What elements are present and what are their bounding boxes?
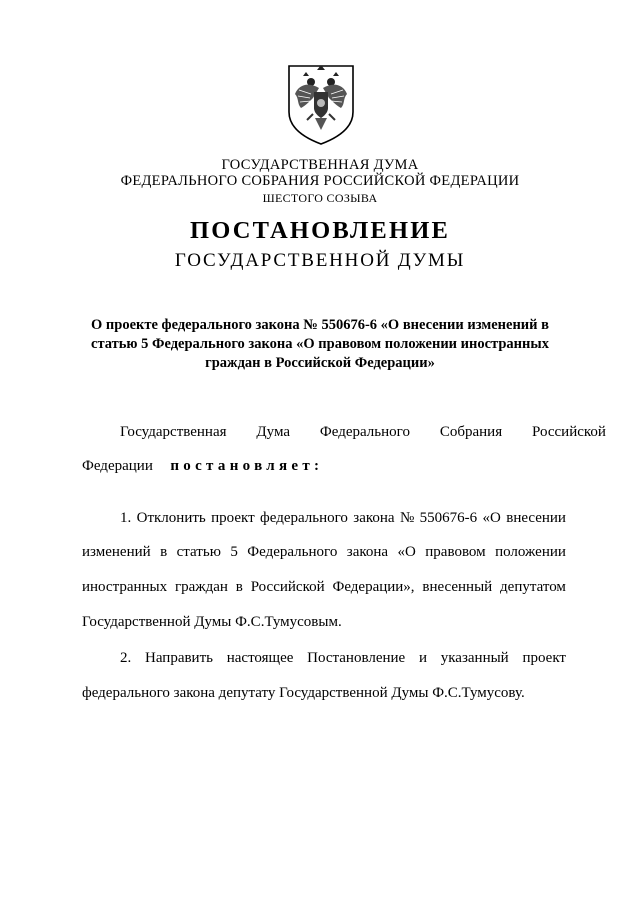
item2-line-1 [82,649,566,667]
preamble-word: Дума [256,424,291,440]
item1-word: депутатом [500,579,566,595]
item1-word: изменений [82,544,151,560]
subject-line-3: граждан в Российской Федерации» [205,355,435,371]
subject-line-1: О проекте федерального закона № 550676-6 «О внесении изменений в [91,317,549,333]
item1-word: Федерального [247,544,338,560]
item1-word: иностранных [82,579,168,595]
item2-word: проект [522,650,566,666]
coat-of-arms-emblem [283,60,359,146]
preamble-word: Федерального [319,424,410,440]
preamble-line-1 [82,423,606,441]
header-line-3: ШЕСТОГО СОЗЫВА [262,191,378,205]
item1-word: положении [495,544,566,560]
item2-word: Постановление [307,650,406,666]
item1-line-4: Государственной Думы Ф.С.Тумусовым. [82,614,342,630]
item2-word: и [418,650,427,666]
header-line-1: ГОСУДАРСТВЕННАЯ ДУМА [221,157,419,173]
item1-word: закона [346,544,389,560]
item2-line-2: федерального закона депутату Государственной Думы Ф.С.Тумусову. [82,685,525,701]
item1-word: в [235,579,243,595]
item2-word: указанный [440,650,509,666]
preamble-word: Российской [532,424,606,440]
preamble-line-2-start: Федерации [82,458,153,474]
item1-word: правовом [425,544,486,560]
item1-word: в [160,544,168,560]
document-title: ПОСТАНОВЛЕНИЕ [189,217,451,244]
item1-word: 1. [120,510,132,526]
item1-word: статью [176,544,221,560]
preamble-line-2 [82,457,566,475]
item1-word: № [399,510,415,526]
item1-line-2 [82,543,566,561]
item1-word: граждан [174,579,228,595]
item1-word: закона [353,510,395,526]
document-subtitle: ГОСУДАРСТВЕННОЙ ДУМЫ [174,250,466,271]
item1-line-1 [82,509,566,527]
item1-word: внесении [506,510,566,526]
preamble-word: Собрания [439,424,503,440]
item1-word: федерального [260,510,348,526]
item2-word: Направить [145,650,213,666]
header-line-2: ФЕДЕРАЛЬНОГО СОБРАНИЯ РОССИЙСКОЙ ФЕДЕРАЦИИ [120,173,520,189]
item2-word: 2. [120,650,132,666]
item1-word: «О [482,510,501,526]
item2-word: настоящее [226,650,294,666]
item1-word: 5 [230,544,238,560]
item1-word: проект [211,510,255,526]
item1-line-3 [82,578,566,596]
item1-word: внесенный [422,579,493,595]
decree-word: постановляет: [170,458,324,474]
preamble-paragraph [82,423,606,441]
item1-word: 550676-6 [419,510,478,526]
subject-line-2: статью 5 Федерального закона «О правовом положении иностранных [91,336,549,352]
item1-word: Федерации», [332,579,415,595]
item1-word: Российской [250,579,325,595]
item1-word: «О [397,544,416,560]
preamble-word: Государственная [120,424,227,440]
resolution-subject [60,316,580,373]
item1-word: Отклонить [136,510,206,526]
